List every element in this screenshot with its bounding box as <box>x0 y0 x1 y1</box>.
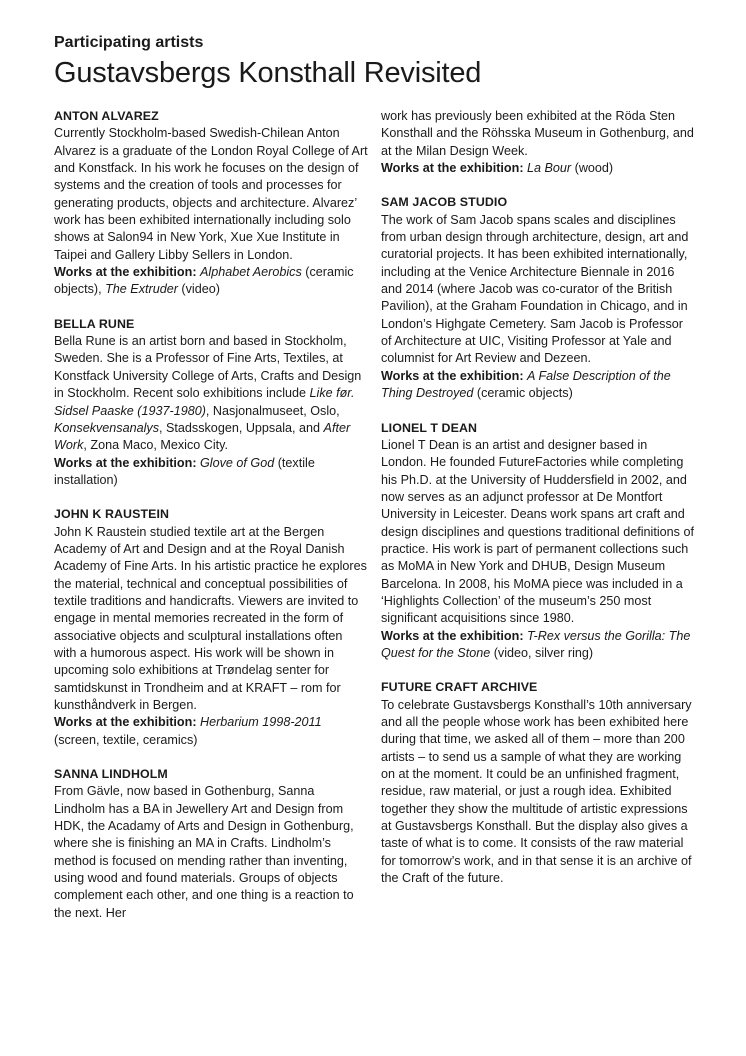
work-title: La Bour <box>527 161 572 176</box>
works-label: Works at the exhibition: <box>54 455 197 470</box>
works-label: Works at the exhibition: <box>381 368 524 383</box>
work-title: Herbarium 1998-2011 <box>200 715 322 730</box>
artist-entry-lionel-t-dean <box>381 420 695 663</box>
work-medium: (wood) <box>571 161 614 176</box>
artist-entry-anton-alvarez <box>54 108 368 299</box>
works-line <box>54 264 368 299</box>
artist-entry-sanna-lindholm-continued <box>381 108 695 177</box>
works-line <box>381 160 695 177</box>
works-line <box>381 368 695 403</box>
work-medium: (screen, textile, ceramics) <box>54 732 198 747</box>
bio-text: , Nasjonalmuseet, Oslo, <box>205 403 340 418</box>
artist-name: FUTURE CRAFT ARCHIVE <box>381 680 538 695</box>
artist-entry-sanna-lindholm <box>54 766 368 922</box>
show-title: After Work <box>54 420 351 453</box>
work-title: Glove of God <box>200 455 275 470</box>
work-title: T-Rex versus the Gorilla: The Quest for the Stone <box>381 628 691 660</box>
artist-bio <box>54 333 368 454</box>
artist-name: LIONEL T DEAN <box>381 420 478 435</box>
works-line <box>54 714 368 749</box>
artist-bio: Currently Stockholm-based Swedish-Chilean Anton Alvarez is a graduate of the London Royal College of Art and Konstfack. In his work he focuses on the design of systems and the creation of tools and processes for generating products, objects and architecture. Alvarez’ work has been exhibited internationally including solo shows at Salon94 in New York, Xue Xue Institute in Taipei and Gallery Libby Sellers in London. <box>54 126 368 262</box>
work-title: The Extruder <box>105 282 178 297</box>
artist-bio: Lionel T Dean is an artist and designer based in London. He founded FutureFactories while completing his Ph.D. at the University of Huddersfield in 2002, and now serves as an adjunct professor at De Montfort University in Leicester. Deans work spans art craft and design disciplines and questions traditional definitions of practice. His work is part of permanent collections such as MoMA in New York and DHUB, Design Museum Barcelona. In 2008, his MoMA piece was included in a ‘Highlights Collection’ of the museum’s 250 most significant acquisitions since 1980. <box>381 437 694 626</box>
right-column <box>381 108 695 904</box>
artist-name: SANNA LINDHOLM <box>54 767 168 782</box>
show-title: Like før. Sidsel Paaske (1937-1980) <box>54 386 355 418</box>
work-title: A False Description of the Thing Destroyed <box>381 368 671 401</box>
work-medium: (ceramic objects) <box>473 386 573 401</box>
artist-name: SAM JACOB STUDIO <box>381 195 508 210</box>
bio-text: Bella Rune is an artist born and based in Stockholm, Sweden. She is a Professor of Fine Arts, Textiles, at Konstfack University College of Arts, Crafts and Design in Stockholm. Recent solo exhibitions include <box>54 334 362 401</box>
artist-entry-john-k-raustein <box>54 506 368 749</box>
artist-name: ANTON ALVAREZ <box>54 109 159 123</box>
works-label: Works at the exhibition: <box>381 628 524 643</box>
artist-entry-future-craft-archive <box>381 679 695 887</box>
work-medium: (textile installation) <box>54 455 315 487</box>
work-title: Alphabet Aerobics <box>200 265 302 280</box>
page-title: Gustavsbergs Konsthall Revisited <box>54 57 482 89</box>
page-header <box>54 32 718 102</box>
works-label: Works at the exhibition: <box>381 161 524 176</box>
works-label: Works at the exhibition: <box>54 265 197 280</box>
artist-entry-bella-rune <box>54 316 368 489</box>
works-line <box>381 628 695 663</box>
section-kicker: Participating artists <box>54 34 204 51</box>
bio-text: , Stadsskogen, Uppsala, and <box>159 420 324 435</box>
artist-bio: From Gävle, now based in Gothenburg, Sanna Lindholm has a BA in Jewellery Art and Design from HDK, the Acadamy of Arts and Design in Gothenburg, where she is finishing an MA in Crafts. Lindholm’s method is focused on mending rather than inventing, using wood and found materials. Groups of objects complement each other, and one thing is a reaction to the next. Her <box>54 784 354 920</box>
works-line <box>54 455 368 490</box>
work-medium: (video, silver ring) <box>490 645 594 660</box>
artist-bio: John K Raustein studied textile art at the Bergen Academy of Art and Design and at the Royal Danish Academy of Fine Arts. In his artistic practice he explores the material, technical and conceptual possibilities of textile traditions and handicrafts. Viewers are invited to engage in mental memories recreated in the form of associative objects and sculptural installations often with a humorous aspect. His work will be shown in upcoming solo exhibitions at Trøndelag senter for samtidskunst in Trondheim and at KRAFT – rom for kunsthåndverk in Bergen. <box>54 524 367 712</box>
show-title: Konsekvensanalys <box>54 420 160 435</box>
artist-name: JOHN K RAUSTEIN <box>54 507 170 522</box>
artist-entry-sam-jacob-studio <box>381 194 695 402</box>
left-column <box>54 108 368 939</box>
bio-text: , Zona Maco, Mexico City. <box>83 438 229 453</box>
works-label: Works at the exhibition: <box>54 715 197 730</box>
artist-bio: To celebrate Gustavsbergs Konsthall’s 10th anniversary and all the people whose work has been exhibited here during that time, we asked all of them – more than 200 artists – to send us a sample of what they are working on at the moment. It could be an unfinished fragment, residue, raw material, or just a rough idea. Exhibited together they show the multitude of artistic expressions at Gustavsbergs Konsthall. But the display also gives a taste of what is to come. It consists of the raw material for tomorrow’s work, and in that sense it is an archive of the Craft of the future. <box>381 697 692 886</box>
artist-bio: The work of Sam Jacob spans scales and disciplines from urban design through architecture, design, art and curatorial projects. It has been exhibited internationally, including at the Venice Architecture Biennale in 2016 and 2014 (where Jacob was co-curator of the British Pavilion), at the Graham Foundation in Chicago, and in London’s Highgate Cemetery. Sam Jacob is Professor of Architecture at UIC, Visiting Professor at Yale and columnist for Art Review and Dezeen. <box>381 212 689 366</box>
work-medium: (ceramic objects), <box>54 265 354 297</box>
artist-name: BELLA RUNE <box>54 316 135 331</box>
work-medium: (video) <box>177 282 220 297</box>
artist-bio-continued: work has previously been exhibited at the Röda Sten Konsthall and the Röhsska Museum in Gothenburg, and at the Milan Design Week. <box>381 109 694 158</box>
